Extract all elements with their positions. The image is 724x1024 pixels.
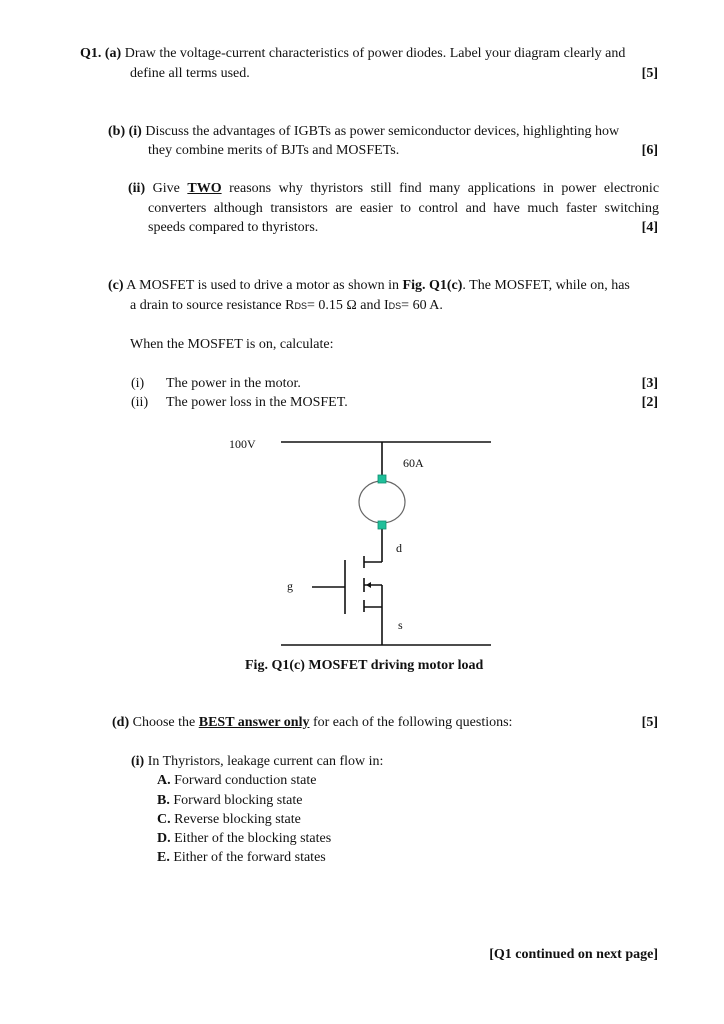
part-b-i-text-line1: Discuss the advantages of IGBTs as power semiconductor devices, highlighting how [145,124,620,139]
supply-voltage-label: 100V [229,437,256,451]
part-c-text-b: . The MOSFET, while on, has [462,278,630,293]
part-d-intro-a: Choose the [132,715,196,730]
part-d-intro-b: for each of the following questions: [312,715,513,730]
part-b-i-marks: [6] [641,143,658,158]
motor-top-terminal [378,475,386,483]
part-a-text-line2: define all terms used. [130,66,250,81]
part-c-ii-label: (ii) [131,395,149,410]
part-d-i-label: (i) [131,754,145,769]
option-letter: A. [157,773,171,788]
option-d [157,829,331,849]
gate-label: g [287,579,293,593]
part-d-label: (d) [112,715,130,730]
part-b-ii-two: TWO [187,181,222,196]
part-c-i-label: (i) [131,376,145,391]
motor-bottom-terminal [378,521,386,529]
option-text: Reverse blocking state [174,812,301,827]
body-arrow [366,582,371,588]
option-text: Forward blocking state [173,793,303,808]
part-d-intro [112,713,512,733]
part-b-ii-label: (ii) [128,181,146,196]
part-b-i-label: (i) [128,124,142,139]
ids-subscript: DS [388,301,402,311]
option-text: Either of the blocking states [174,831,332,846]
part-c-when-text: When the MOSFET is on, calculate: [130,337,334,352]
part-b-ii-marks: [4] [641,220,658,235]
part-d-best-answer: BEST answer only [198,715,310,730]
part-d-i-text: In Thyristors, leakage current can flow in: [147,754,384,769]
part-a-text-line1: Draw the voltage-current characteristics of power diodes. Label your diagram clearly and [124,46,626,61]
option-c [157,810,301,830]
option-b [157,791,302,811]
part-c-label: (c) [108,278,124,293]
option-letter: D. [157,831,171,846]
part-c-rds-text: a drain to source resistance R [130,298,295,313]
drain-label: d [396,541,402,555]
rds-subscript: DS [294,301,307,311]
option-letter: E. [157,850,170,865]
part-c-ids-text: = 0.15 Ω and I [306,298,389,313]
part-b-label: (b) [108,124,126,139]
part-d-i-question [131,752,383,772]
continued-note: [Q1 continued on next page] [489,947,658,962]
part-c-text-a: A MOSFET is used to drive a motor as shown in [126,278,400,293]
part-b-i-text-line2: they combine merits of BJTs and MOSFETs. [148,143,400,158]
option-text: Forward conduction state [174,773,317,788]
part-b-ii-text-line2: converters although transistors are easier to control and have much faster switching [148,201,659,216]
part-c-ii-text: The power loss in the MOSFET. [166,395,348,410]
part-a-label: (a) [104,46,122,61]
part-a-marks: [5] [641,66,658,81]
option-a [157,771,316,791]
current-label: 60A [403,456,424,470]
part-b-ii-give: Give [152,181,180,196]
figure-reference: Fig. Q1(c) [402,278,463,293]
option-letter: B. [157,793,170,808]
part-b-ii-text-line3: speeds compared to thyristors. [148,220,319,235]
part-c-i-marks: [3] [641,376,658,391]
option-e [157,848,326,868]
part-c-ids-value: = 60 A. [401,298,443,313]
figure-caption: Fig. Q1(c) MOSFET driving motor load [245,658,484,673]
option-text: Either of the forward states [173,850,326,865]
motor-symbol [359,481,405,523]
question-number: Q1. [80,46,102,61]
part-c-i-text: The power in the motor. [166,376,301,391]
part-c-ii-marks: [2] [641,395,658,410]
part-d-marks: [5] [641,715,658,730]
option-letter: C. [157,812,171,827]
source-label: s [398,618,403,632]
part-b-ii-text-line1: reasons why thyristors still find many applications in power electronic [229,181,660,196]
